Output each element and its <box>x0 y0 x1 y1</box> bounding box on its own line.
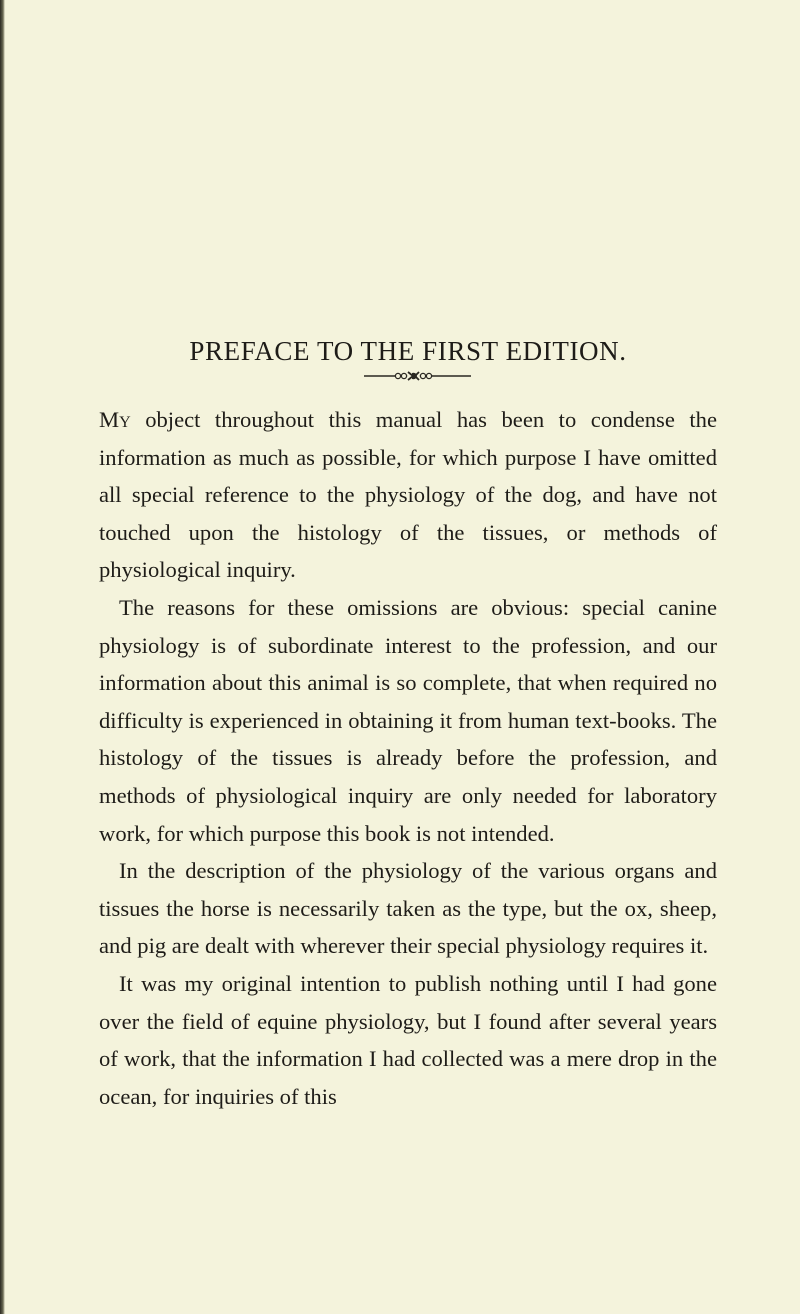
paragraph-3: In the description of the physiology of the various organs and tissues the horse is necessarily taken as the type, but the ox, sheep, and pig are dealt with wherever their special physiology requires it. <box>99 858 717 959</box>
page-title: PREFACE TO THE FIRST EDITION. <box>189 336 627 366</box>
ornament-divider <box>99 368 717 384</box>
book-page <box>99 0 717 1314</box>
drop-lead-word: My <box>99 407 131 432</box>
paragraph-2: The reasons for these omissions are obvious: special canine physiology is of subordinate interest to the profession, and our information about this animal is so complete, that when required no difficulty is experienced in obtaining it from human text-books. The histology of the tissues is already before the profession, and methods of physiological inquiry are only needed for laboratory work, for which purpose this book is not intended. <box>99 594 717 846</box>
paragraph-1 <box>99 401 717 589</box>
paragraph-1-text: object throughout this manual has been to condense the information as much as possible, for which purpose I have omitted all special reference to the physiology of the dog, and have not touched upon the histology of the tissues, or methods of physiological inquiry. <box>99 407 717 583</box>
paragraph-4: It was my original intention to publish nothing until I had gone over the field of equine physiology, but I found after several years of work, that the information I had collected was a mere drop in the ocean, for inquiries of this <box>99 970 717 1109</box>
preface-body <box>99 401 717 1115</box>
page-binding-edge <box>0 0 5 1314</box>
